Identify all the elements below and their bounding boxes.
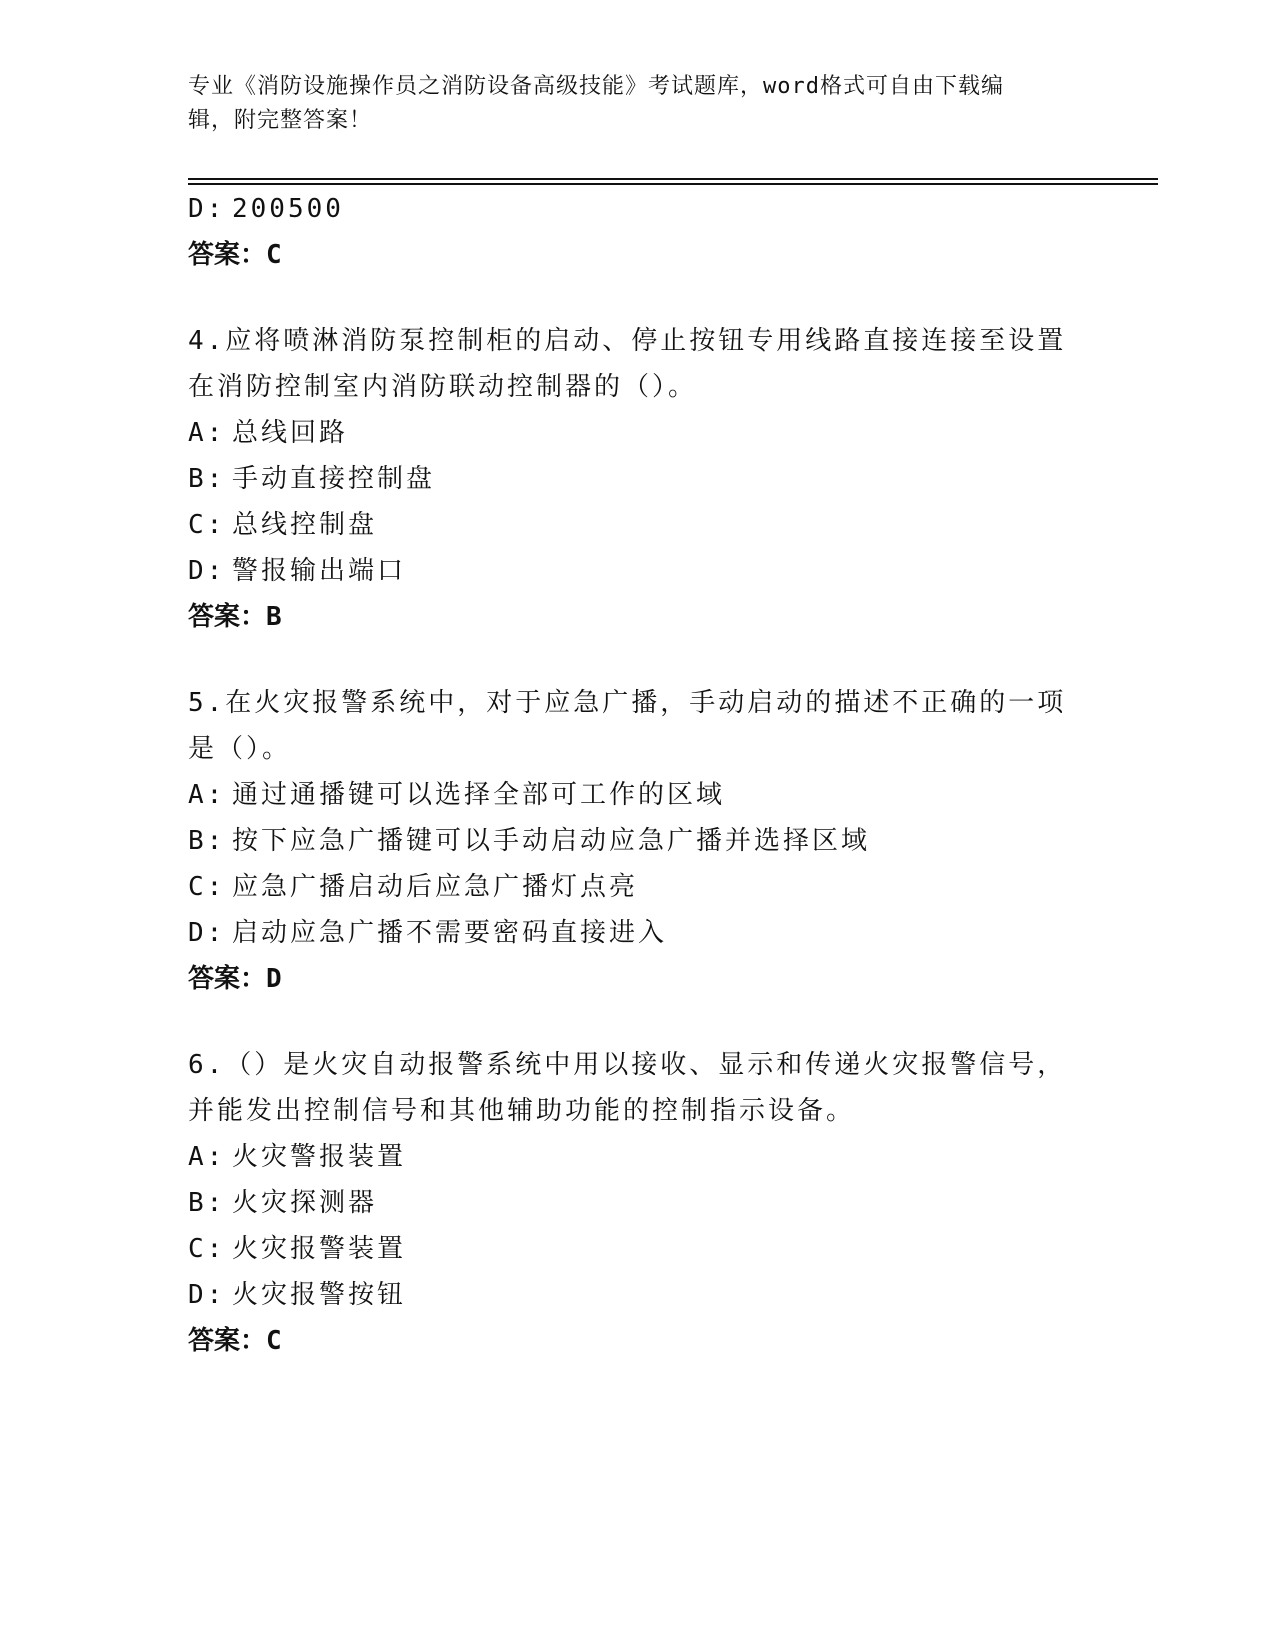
header-divider-top bbox=[188, 178, 1158, 180]
option-row-a bbox=[188, 410, 1088, 456]
option-row-b bbox=[188, 1180, 1088, 1226]
option-letter: D: bbox=[188, 556, 226, 586]
option-row-c bbox=[188, 502, 1088, 548]
answer-line: 答案：C bbox=[188, 240, 282, 270]
answer-line: 答案：C bbox=[188, 1326, 282, 1356]
question-stem-line-2: 在消防控制室内消防联动控制器的（）。 bbox=[188, 372, 698, 402]
option-text: 200500 bbox=[232, 194, 344, 224]
option-row-b bbox=[188, 456, 1088, 502]
option-letter: A: bbox=[188, 780, 226, 810]
option-text: 按下应急广播键可以手动启动应急广播并选择区域 bbox=[232, 826, 871, 856]
option-text: 火灾报警装置 bbox=[232, 1234, 407, 1264]
option-row bbox=[188, 186, 1088, 232]
option-text: 手动直接控制盘 bbox=[232, 464, 436, 494]
question-stem-line-2: 是（）。 bbox=[188, 734, 292, 764]
question-stem-line-1: 6.（）是火灾自动报警系统中用以接收、显示和传递火灾报警信号， bbox=[188, 1050, 1067, 1080]
option-row-d bbox=[188, 910, 1088, 956]
option-letter: B: bbox=[188, 1188, 226, 1218]
option-letter: B: bbox=[188, 826, 226, 856]
answer-line: 答案：D bbox=[188, 964, 282, 994]
option-text: 通过通播键可以选择全部可工作的区域 bbox=[232, 780, 726, 810]
question-stem-line-2: 并能发出控制信号和其他辅助功能的控制指示设备。 bbox=[188, 1096, 856, 1126]
option-letter: B: bbox=[188, 464, 226, 494]
option-row-d bbox=[188, 548, 1088, 594]
option-letter: C: bbox=[188, 872, 226, 902]
option-letter: D: bbox=[188, 918, 226, 948]
option-text: 总线控制盘 bbox=[232, 510, 378, 540]
option-row-c bbox=[188, 1226, 1088, 1272]
page-header bbox=[188, 70, 1088, 138]
question-stem-line-1: 5.在火灾报警系统中，对于应急广播，手动启动的描述不正确的一项 bbox=[188, 688, 1067, 718]
question-4 bbox=[188, 318, 1088, 640]
answer-line: 答案：B bbox=[188, 602, 282, 632]
option-letter: C: bbox=[188, 1234, 226, 1264]
question-6 bbox=[188, 1042, 1088, 1364]
option-letter: A: bbox=[188, 418, 226, 448]
option-text: 应急广播启动后应急广播灯点亮 bbox=[232, 872, 639, 902]
option-row-d bbox=[188, 1272, 1088, 1318]
header-divider-bottom bbox=[188, 183, 1158, 185]
option-row-b bbox=[188, 818, 1088, 864]
option-letter: D: bbox=[188, 194, 226, 224]
option-row-a bbox=[188, 1134, 1088, 1180]
option-text: 启动应急广播不需要密码直接进入 bbox=[232, 918, 668, 948]
option-letter: D: bbox=[188, 1280, 226, 1310]
option-row-a bbox=[188, 772, 1088, 818]
option-letter: C: bbox=[188, 510, 226, 540]
header-intro-line-2: 辑，附完整答案！ bbox=[188, 108, 373, 133]
option-text: 总线回路 bbox=[232, 418, 349, 448]
option-letter: A: bbox=[188, 1142, 226, 1172]
previous-question-tail bbox=[188, 186, 1088, 278]
question-stem-line-1: 4.应将喷淋消防泵控制柜的启动、停止按钮专用线路直接连接至设置 bbox=[188, 326, 1067, 356]
option-text: 警报输出端口 bbox=[232, 556, 407, 586]
option-text: 火灾警报装置 bbox=[232, 1142, 407, 1172]
option-text: 火灾报警按钮 bbox=[232, 1280, 407, 1310]
header-intro-line-1: 专业《消防设施操作员之消防设备高级技能》考试题库，word格式可自由下载编 bbox=[188, 74, 1004, 99]
option-row-c bbox=[188, 864, 1088, 910]
option-text: 火灾探测器 bbox=[232, 1188, 378, 1218]
question-5 bbox=[188, 680, 1088, 1002]
